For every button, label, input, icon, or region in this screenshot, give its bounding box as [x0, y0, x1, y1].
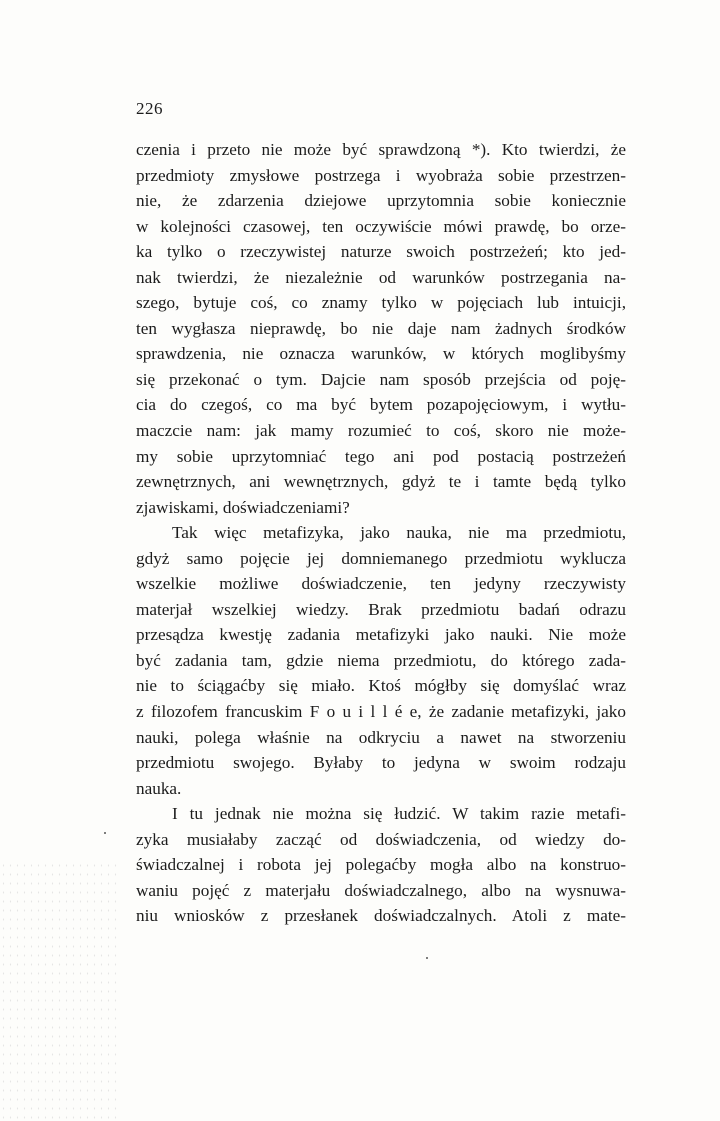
text-line: materjał wszelkiej wiedzy. Brak przedmiotu badań odrazu [136, 599, 626, 619]
text-line: przedmioty zmysłowe postrzega i wyobraża sobie przestrzen- [136, 165, 626, 185]
text-line: nak twierdzi, że niezależnie od warunków postrzegania na- [136, 267, 626, 287]
text-line: przedmiotu swojego. Byłaby to jedyna w swoim rodzaju [136, 753, 626, 773]
paragraph-end-line: zjawiskami, doświadczeniami? [136, 497, 350, 517]
print-speck [426, 957, 428, 959]
text-line: nauki, polega właśnie na odkryciu a nawet na stworzeniu [136, 727, 626, 747]
text-line: nie to ściągaćby się miało. Ktoś mógłby się domyślać wraz [136, 676, 626, 696]
text-line: w kolejności czasowej, ten oczywiście mówi prawdę, bo orze- [136, 216, 626, 236]
paper-texture [0, 861, 120, 1121]
text-line: nie, że zdarzenia dziejowe uprzytomnia sobie koniecznie [136, 191, 626, 211]
text-line: zyka musiałaby zacząć od doświadczenia, od wiedzy do- [136, 829, 626, 849]
text-line: gdyż samo pojęcie jej domniemanego przedmiotu wyklucza [136, 548, 626, 568]
print-speck [104, 832, 106, 834]
paragraph-end-line: nauka. [136, 778, 182, 798]
text-line: wszelkie możliwe doświadczenie, ten jedyny rzeczywisty [136, 574, 626, 594]
text-line: zewnętrznych, ani wewnętrznych, gdyż te i tamte będą tylko [136, 472, 626, 492]
text-line: my sobie uprzytomniać tego ani pod postacią postrzeżeń [136, 446, 626, 466]
text-line: czenia i przeto nie może być sprawdzoną *). Kto twierdzi, że [136, 140, 626, 159]
text-line: być zadania tam, gdzie niema przedmiotu, do którego zada- [136, 650, 626, 670]
paragraph-start-line: Tak więc metafizyka, jako nauka, nie ma przedmiotu, [172, 523, 626, 543]
paragraph-start-line: I tu jednak nie można się łudzić. W takim razie metafi- [172, 804, 626, 824]
text-line: waniu pojęć z materjału doświadczalnego, albo na wysnuwa- [136, 880, 626, 900]
text-line: przesądza kwestję zadania metafizyki jako nauki. Nie może [136, 625, 626, 645]
text-line: ten wygłasza nieprawdę, bo nie daje nam żadnych środków [136, 318, 626, 338]
text-line: maczcie nam: jak mamy rozumieć to coś, skoro nie może- [136, 421, 626, 441]
text-line: cia do czegoś, co ma być bytem pozapojęciowym, i wytłu- [136, 395, 626, 415]
page-number: 226 [136, 99, 163, 118]
text-line: sprawdzenia, nie oznacza warunków, w których moglibyśmy [136, 344, 626, 364]
text-line: niu wniosków z przesłanek doświadczalnych. Atoli z mate- [136, 906, 626, 926]
text-line: ka tylko o rzeczywistej naturze swoich postrzeżeń; kto jed- [136, 242, 626, 262]
text-line: świadczalnej i robota jej polegaćby mogła albo na konstruo- [136, 855, 626, 875]
body-text [136, 137, 626, 929]
text-line: się przekonać o tym. Dajcie nam sposób przejścia od poję- [136, 369, 626, 389]
text-line: z filozofem francuskim F o u i l l é e, że zadanie metafizyki, jako [136, 702, 626, 722]
text-line: szego, bytuje coś, co znamy tylko w pojęciach lub intuicji, [136, 293, 626, 313]
